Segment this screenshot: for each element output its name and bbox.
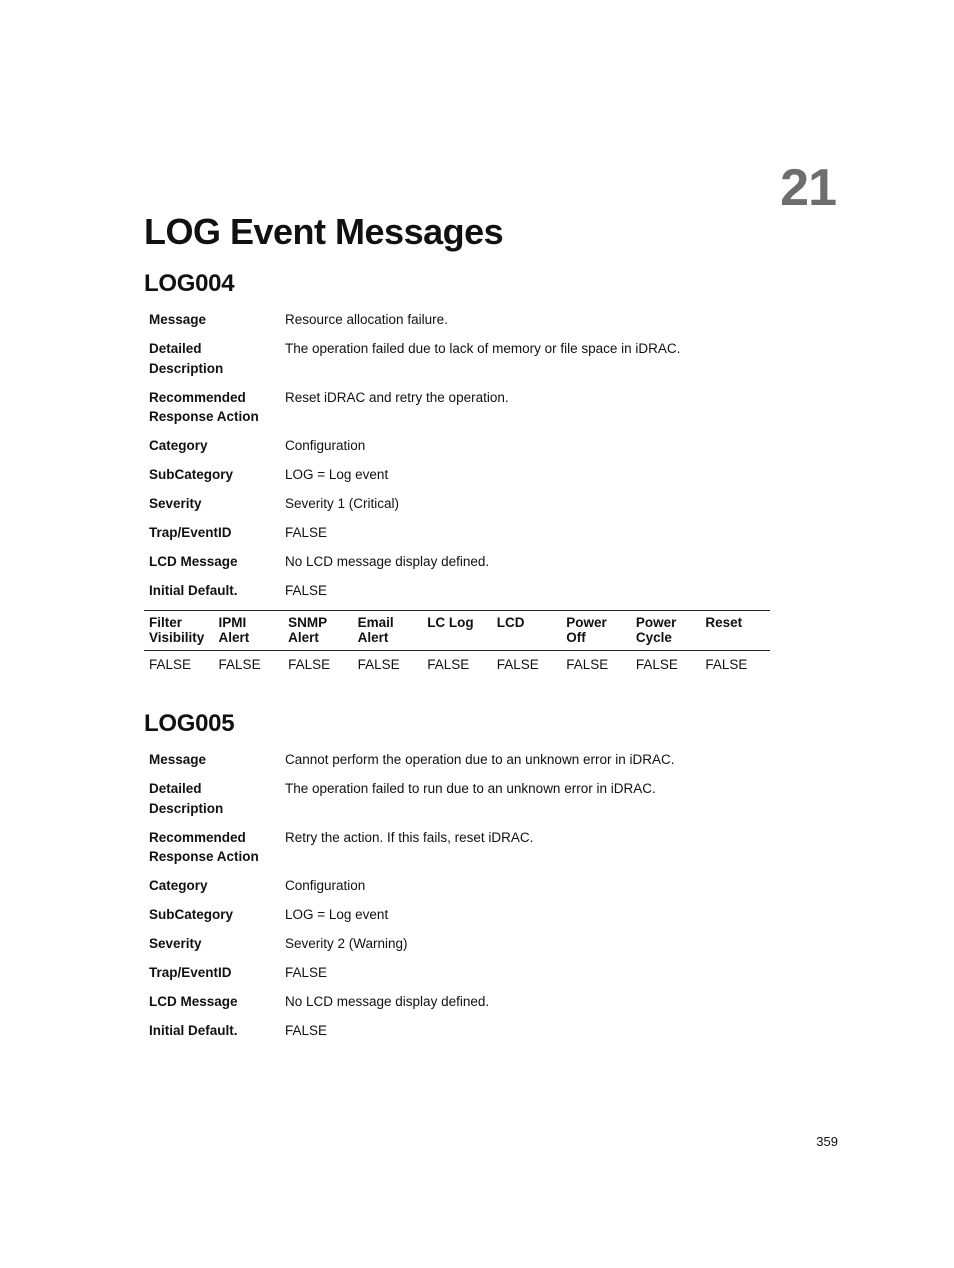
property-row	[144, 436, 770, 456]
property-label: Trap/EventID	[149, 965, 232, 980]
property-row	[144, 905, 770, 925]
chapter-number: 21	[780, 159, 836, 217]
property-label: Trap/EventID	[149, 525, 232, 540]
property-label: Severity	[149, 496, 202, 511]
table-cell: FALSE	[288, 657, 331, 672]
property-row	[144, 581, 770, 601]
property-label: Detailed Description	[149, 341, 224, 376]
property-value: The operation failed to run due to an unknown error in iDRAC.	[285, 781, 656, 796]
filter-table	[144, 610, 770, 677]
section-heading: LOG005	[144, 710, 235, 737]
property-value: Severity 2 (Warning)	[285, 936, 408, 951]
property-value: Configuration	[285, 438, 366, 453]
property-row	[144, 828, 770, 867]
table-cell: FALSE	[705, 657, 748, 672]
property-value: Resource allocation failure.	[285, 312, 448, 327]
column-header: Email Alert	[353, 611, 423, 651]
table-cell: FALSE	[427, 657, 470, 672]
section-log005	[144, 710, 770, 1050]
property-value: No LCD message display defined.	[285, 554, 490, 569]
property-value: No LCD message display defined.	[285, 994, 490, 1009]
filter-table-header-row	[144, 611, 770, 651]
property-label: SubCategory	[149, 907, 234, 922]
property-row	[144, 1021, 770, 1041]
property-value: Cannot perform the operation due to an unknown error in iDRAC.	[285, 752, 675, 767]
property-label: Initial Default.	[149, 1023, 238, 1038]
column-header: Power Off	[561, 611, 631, 651]
table-cell: FALSE	[357, 657, 400, 672]
column-header: LC Log	[422, 611, 492, 651]
property-value: The operation failed due to lack of memory or file space in iDRAC.	[285, 341, 681, 356]
property-label: Recommended Response Action	[149, 829, 259, 864]
property-row	[144, 963, 770, 983]
property-row	[144, 388, 770, 427]
property-label: Message	[149, 752, 207, 767]
column-header: SNMP Alert	[283, 611, 353, 651]
column-header: LCD	[492, 611, 562, 651]
property-row	[144, 465, 770, 485]
property-label: Category	[149, 438, 208, 453]
property-value: FALSE	[285, 1023, 328, 1038]
property-label: LCD Message	[149, 994, 238, 1009]
property-value: Severity 1 (Critical)	[285, 496, 400, 511]
property-value: FALSE	[285, 525, 328, 540]
page-number: 359	[816, 1134, 838, 1149]
property-label: Detailed Description	[149, 781, 224, 816]
property-row	[144, 876, 770, 896]
property-value: FALSE	[285, 965, 328, 980]
column-header: Power Cycle	[631, 611, 701, 651]
property-row	[144, 339, 770, 378]
table-cell: FALSE	[496, 657, 539, 672]
table-row	[144, 651, 770, 678]
property-label: Initial Default.	[149, 583, 238, 598]
property-list	[144, 310, 770, 601]
section-log004	[144, 270, 770, 677]
property-list	[144, 750, 770, 1041]
property-row	[144, 779, 770, 818]
property-row	[144, 750, 770, 770]
column-header: Filter Visibility	[144, 611, 214, 651]
column-header: IPMI Alert	[214, 611, 284, 651]
property-row	[144, 992, 770, 1012]
property-label: Recommended Response Action	[149, 389, 259, 424]
property-row	[144, 310, 770, 330]
chapter-title: LOG Event Messages	[144, 211, 504, 252]
property-label: SubCategory	[149, 467, 234, 482]
section-heading: LOG004	[144, 270, 235, 297]
property-label: LCD Message	[149, 554, 238, 569]
property-value: LOG = Log event	[285, 467, 389, 482]
table-cell: FALSE	[566, 657, 609, 672]
property-label: Message	[149, 312, 207, 327]
property-value: Retry the action. If this fails, reset iDRAC.	[285, 829, 534, 845]
column-header: Reset	[700, 611, 770, 651]
property-row	[144, 934, 770, 954]
table-cell: FALSE	[218, 657, 261, 672]
table-cell: FALSE	[635, 657, 678, 672]
table-cell: FALSE	[149, 657, 192, 672]
property-row	[144, 523, 770, 543]
property-label: Category	[149, 878, 208, 893]
property-value: LOG = Log event	[285, 907, 389, 922]
property-value: Configuration	[285, 878, 366, 893]
property-row	[144, 552, 770, 572]
property-value: FALSE	[285, 583, 328, 598]
property-label: Severity	[149, 936, 202, 951]
property-row	[144, 494, 770, 514]
property-value: Reset iDRAC and retry the operation.	[285, 389, 509, 405]
